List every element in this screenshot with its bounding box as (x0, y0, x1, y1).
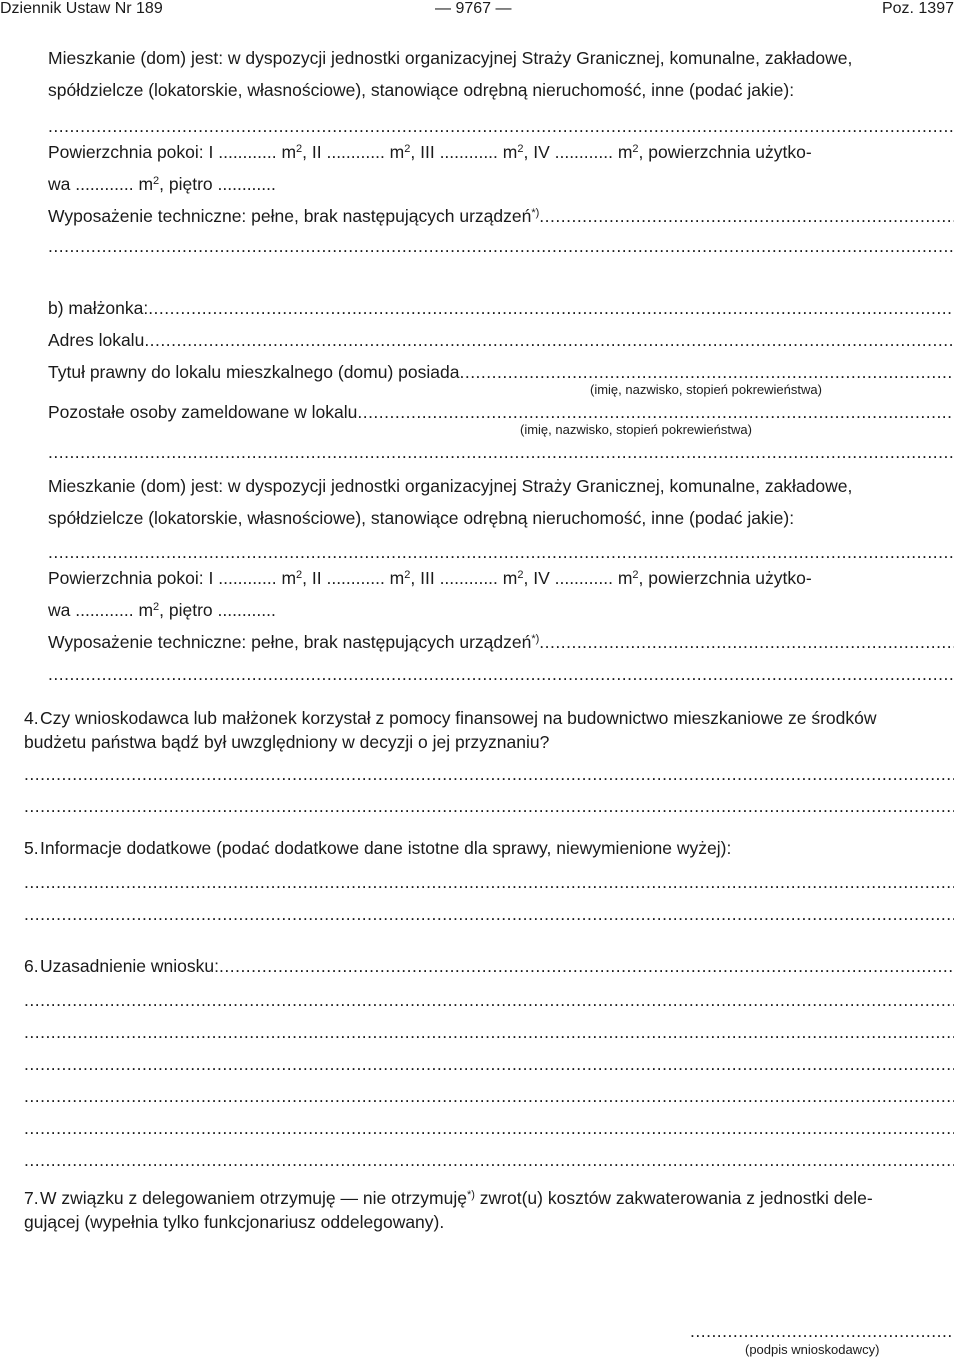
dwelling2-usable-area[interactable]: wa ............ $m^2$, piętro ............ (48, 600, 276, 620)
position-number: Poz. 1397 (881, 0, 954, 17)
question-4-line2: budżetu państwa bądź był uwzględniony w decyzji o jej przyznaniu? (24, 732, 550, 752)
registered-persons-continuation[interactable] (48, 442, 954, 462)
dwelling1-line2: spółdzielcze (lokatorskie, własnościowe), stanowiące odrębną nieruchomość, inne (podać jakie): (48, 80, 795, 100)
spouse-field[interactable]: b) małżonka: ..... (48, 296, 954, 320)
question-6-answer-line-6[interactable] (24, 1150, 954, 1170)
question-6-answer-line-2[interactable] (24, 1022, 954, 1042)
dwelling2-equipment-continuation[interactable] (48, 664, 954, 684)
question-6-answer-line-4[interactable] (24, 1086, 954, 1106)
dwelling1-line1: Mieszkanie (dom) jest: w dyspozycji jednostki organizacyjnej Straży Granicznej, komunalne, zakładowe, (48, 48, 853, 68)
dwelling1-equipment-continuation[interactable] (48, 236, 954, 256)
spouse-address-field[interactable]: Adres lokalu ..... (48, 328, 954, 352)
question-7: 7.W związku z delegowaniem otrzymuję — nie otrzymuję*) zwrot(u) kosztów zakwaterowania z jednostki dele- (24, 1188, 873, 1208)
spouse-legal-title-field[interactable]: Tytuł prawny do lokalu mieszkalnego (domu) posiada ..... (48, 360, 954, 384)
question-5-answer-line-2[interactable] (24, 904, 954, 924)
question-5: 5.Informacje dodatkowe (podać dodatkowe dane istotne dla sprawy, niewymienione wyżej): (24, 838, 732, 858)
dwelling1-equipment[interactable]: Wyposażenie techniczne: pełne, brak następujących urządzeń*) ..... (48, 204, 954, 228)
dwelling1-usable-area[interactable]: wa ............ $m^2$, piętro ............ (48, 174, 276, 194)
registered-persons-hint: (imię, nazwisko, stopień pokrewieństwa) (520, 422, 752, 437)
dwelling2-line1: Mieszkanie (dom) jest: w dyspozycji jednostki organizacyjnej Straży Granicznej, komunalne, zakładowe, (48, 476, 853, 496)
dwelling1-other-field[interactable] (48, 116, 954, 136)
dwelling2-other-field[interactable] (48, 542, 954, 562)
page-number: — 9767 — (435, 0, 512, 17)
question-5-answer-line-1[interactable] (24, 872, 954, 892)
dwelling2-equipment[interactable]: Wyposażenie techniczne: pełne, brak następujących urządzeń*) ..... (48, 630, 954, 654)
dwelling1-room-areas[interactable]: Powierzchnia pokoi: I ............ $m^2$, II ............ $m^2$, III ............ $m^2$, IV ............ $m^2$, powierzchnia użytko- (48, 142, 812, 162)
question-4-answer-line-2[interactable] (24, 796, 954, 816)
legal-title-hint: (imię, nazwisko, stopień pokrewieństwa) (590, 382, 822, 397)
question-4-answer-line-1[interactable] (24, 764, 954, 784)
signature-label: (podpis wnioskodawcy) (745, 1342, 880, 1357)
journal-title: Dziennik Ustaw Nr 189 (0, 0, 163, 17)
question-6-answer-line-1[interactable] (24, 990, 954, 1010)
question-6-answer-line-5[interactable] (24, 1118, 954, 1138)
dwelling2-line2: spółdzielcze (lokatorskie, własnościowe), stanowiące odrębną nieruchomość, inne (podać jakie): (48, 508, 795, 528)
question-6[interactable]: 6.Uzasadnienie wniosku: ..... (24, 954, 954, 978)
question-6-answer-line-3[interactable] (24, 1054, 954, 1074)
dwelling2-room-areas[interactable]: Powierzchnia pokoi: I ............ $m^2$, II ............ $m^2$, III ............ $m^2$, IV ............ $m^2$, powierzchnia użytko- (48, 568, 812, 588)
signature-field[interactable] (690, 1321, 954, 1341)
question-4: 4.Czy wnioskodawca lub małżonek korzystał z pomocy finansowej na budownictwo mieszkaniowe ze środków (24, 708, 877, 728)
question-7-line2: gującej (wypełnia tylko funkcjonariusz oddelegowany). (24, 1212, 445, 1232)
page-header (0, 0, 960, 22)
registered-persons-field[interactable]: Pozostałe osoby zameldowane w lokalu ..... (48, 400, 954, 424)
